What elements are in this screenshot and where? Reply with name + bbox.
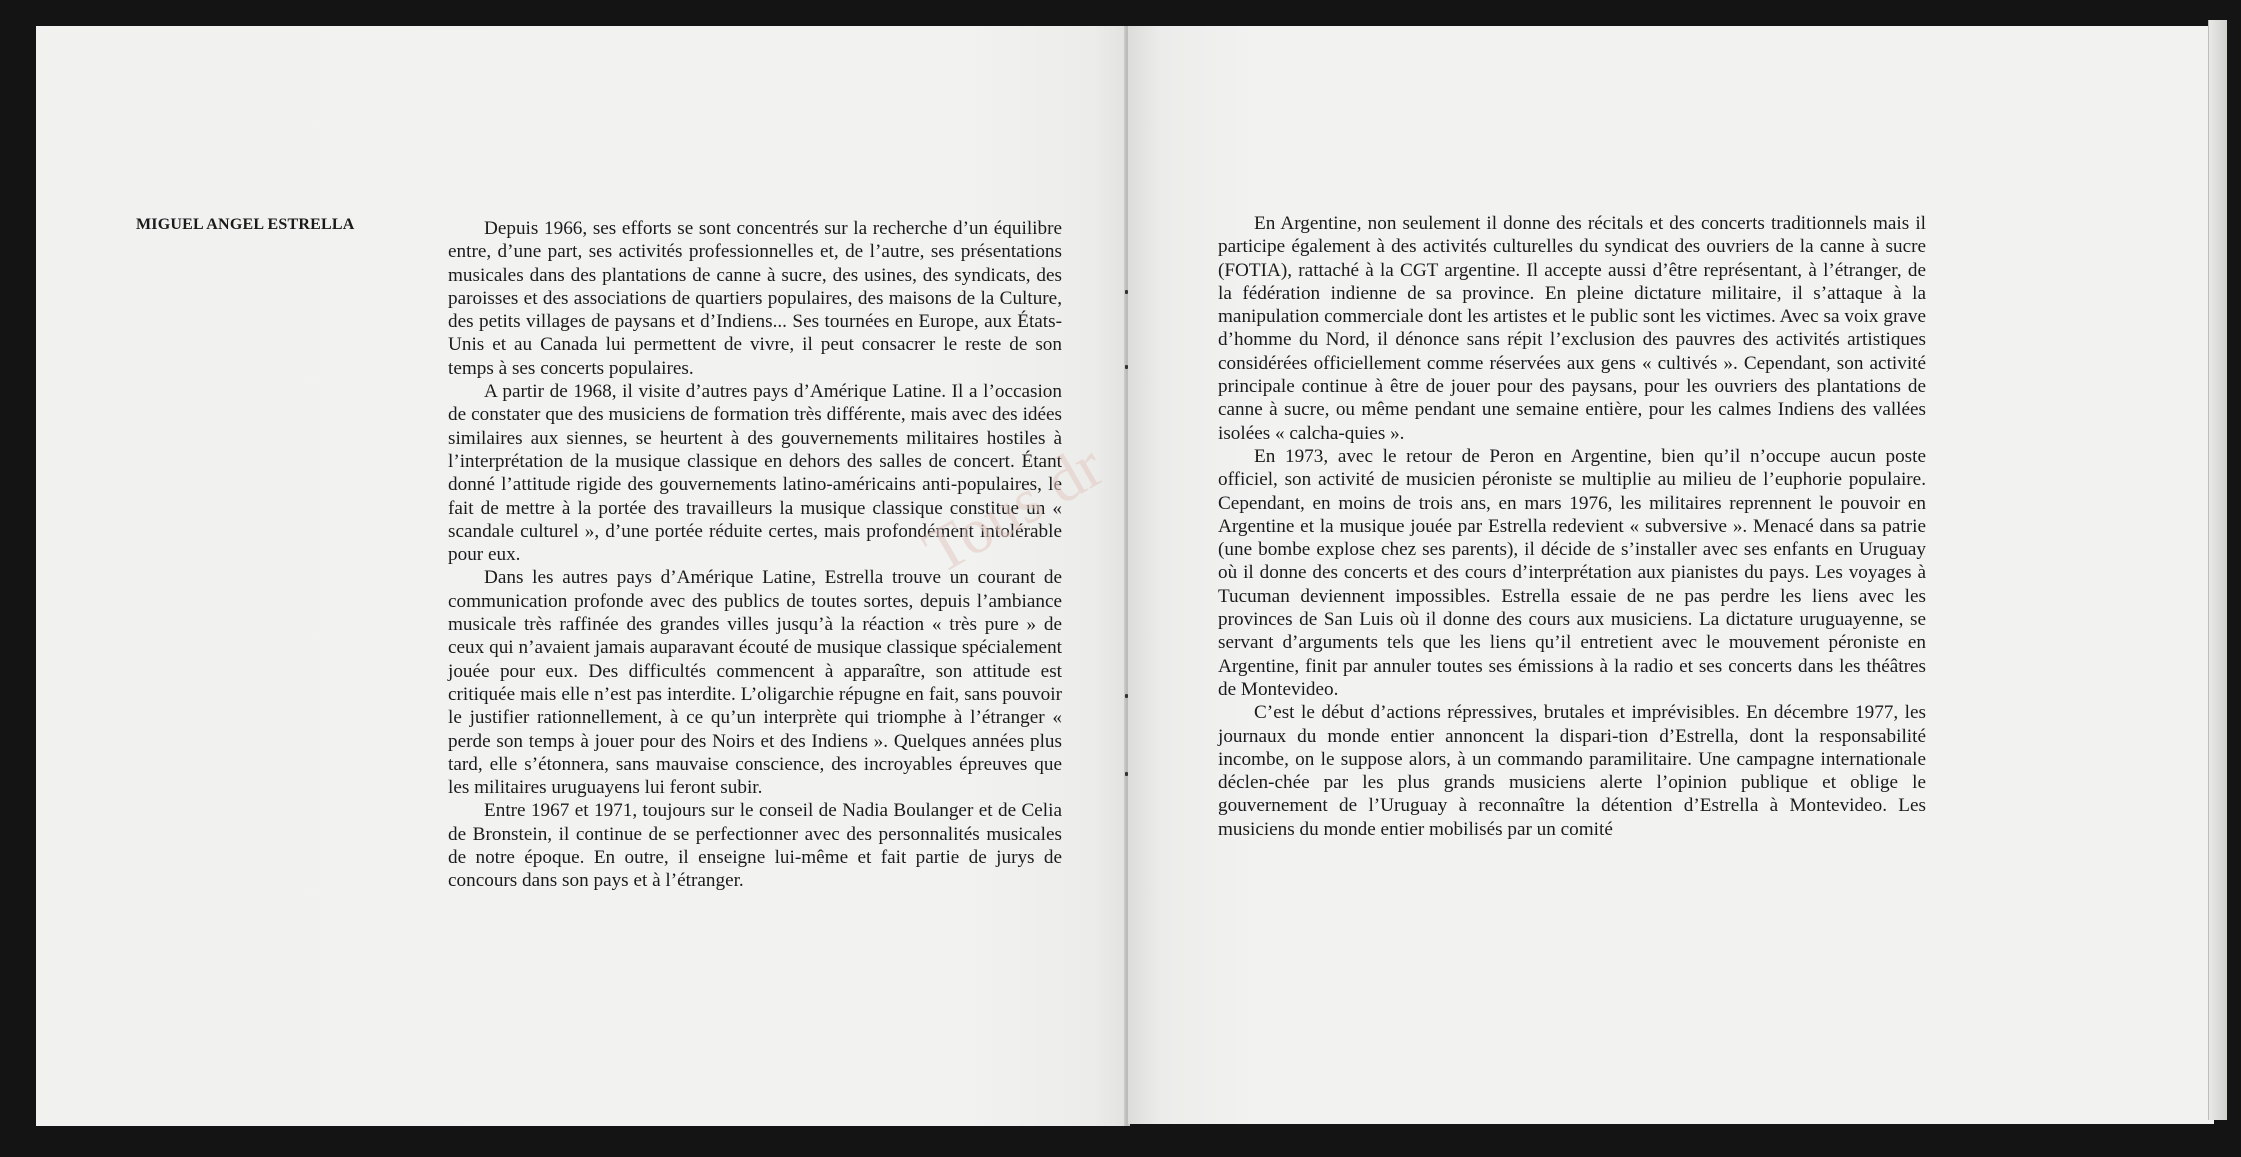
right-page [1128,26,2214,1124]
left-page [36,26,1126,1126]
page-edge [2208,20,2227,1120]
paragraph: A partir de 1968, il visite d’autres pays d’Amérique Latine. Il a l’occasion de constater que des musiciens de formation très différente, mais avec des idées similaires aux siennes, se heurtent à des gouvernements militaires hostiles à l’interprétation de la musique classique en dehors des salles de concert. Étant donné l’attitude rigide des gouvernements latino-américains anti-populaires, le fait de mettre à la portée des travailleurs la musique classique constitue un « scandale culturel », d’une portée réduite certes, mais profondément intolérable pour eux. [448,381,1062,566]
paragraph: Dans les autres pays d’Amérique Latine, Estrella trouve un courant de communication profonde avec des publics de toutes sortes, depuis l’ambiance musicale très raffinée des grandes villes jusqu’à la réaction « très pure » de ceux qui n’avaient jamais auparavant écouté de musique classique spécialement jouée pour eux. Des difficultés commencent à apparaître, son attitude est critiquée mais elle n’est pas interdite. L’oligarchie répugne en fait, sans pouvoir le justifier rationnellement, à ce qu’un interprète qui triomphe à l’étranger « perde son temps à jouer pour des Noirs et des Indiens ». Quelques années plus tard, elle s’étonnera, sans mauvaise conscience, des incroyables épreuves que les militaires uruguayens lui feront subir. [448,567,1062,799]
copyright-watermark: Tous dr [912,429,1115,588]
paragraph: C’est le début d’actions répressives, brutales et imprévisibles. En décembre 1977, les journaux du monde entier annoncent la dispari-tion d’Estrella, dont la responsabilité incombe, on le suppose alors, à un commando paramilitaire. Une campagne internationale déclen-chée par les plus grands musiciens alerte l’opinion publique et oblige le gouvernement de l’Uruguay à reconnaître la détention d’Estrella à Montevideo. Les musiciens du monde entier mobilisés par un comité [1218,702,1926,840]
paragraph: En Argentine, non seulement il donne des récitals et des concerts traditionnels mais il participe également à des activités culturelles du syndicat des ouvriers de la canne à sucre (FOTIA), rattaché à la CGT argentine. Il accepte aussi d’être représentant, à l’étranger, de la fédération indienne de sa province. En pleine dictature militaire, il s’attaque à la manipulation commerciale dont les artistes et le public sont les victimes. Avec sa voix grave d’homme du Nord, il dénonce sans répit l’exclusion des pauvres des activités artistiques considérées officiellement comme réservées aux gens « cultivés ». Cependant, son activité principale continue à être de jouer pour des paysans, pour les ouvriers des plantations de canne à sucre, ou même pendant une semaine entière, pour les calmes Indiens des vallées isolées « calcha-quies ». [1218,213,1926,444]
paragraph: Depuis 1966, ses efforts se sont concentrés sur la recherche d’un équilibre entre, d’une part, ses activités professionnelles et, de l’autre, ses présentations musicales dans des plantations de canne à sucre, des usines, des syndicats, des paroisses et des associations de quartiers populaires, des maisons de la Culture, des petits villages de paysans et d’Indiens... Ses tournées en Europe, aux États-Unis et au Canada lui permettent de vivre, il peut consacrer le reste de son temps à ses concerts populaires. [448,218,1062,379]
left-text-column [448,217,1062,893]
right-text-column [1218,212,1926,841]
paragraph: En 1973, avec le retour de Peron en Argentine, bien qu’il n’occupe aucun poste officiel, son activité de musicien péroniste se multiplie au milieu de l’euphorie populaire. Cependant, en moins de trois ans, en mars 1976, les militaires reprennent le pouvoir en Argentine et la musique jouée par Estrella redevient « subversive ». Menacé dans sa patrie (une bombe explose chez ses parents), il décide de s’installer avec ses enfants en Uruguay où il donne des concerts et des cours d’interprétation aux pianistes du pays. Les voyages à Tucuman deviennent impossibles. Estrella essaie de ne pas perdre les liens avec les provinces de San Luis où il donne des cours aux musiciens. La dictature uruguayenne, se servant d’arguments tels que les liens qu’il entretient avec le mouvement péroniste en Argentine, finit par annuler toutes ses émissions à la radio et ses concerts dans les théâtres de Montevideo. [1218,445,1926,700]
author-heading: MIGUEL ANGEL ESTRELLA [136,216,355,233]
paragraph: Entre 1967 et 1971, toujours sur le conseil de Nadia Boulanger et de Celia de Bronstein, il continue de se perfectionner avec des personnalités musicales de notre époque. En outre, il enseigne lui-même et fait partie de jurys de concours dans son pays et à l’étranger. [448,800,1062,892]
